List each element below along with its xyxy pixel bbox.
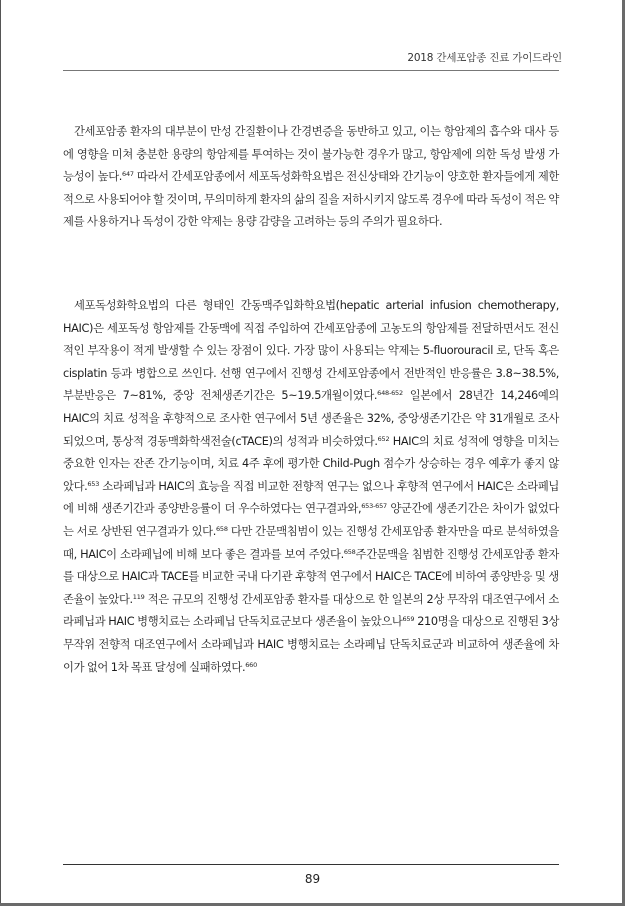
sentence: 다만 간문맥침범이 있는 진행성 간세포암종 환자만을 따로 분석하였을 때, HAIC이 소라페닙에 비해 보다 좋은 결과를 보여 주었다. <box>63 524 559 561</box>
citation-ref: 660 <box>245 660 258 669</box>
sentence: HAIC의 치료 성적에 영향을 미치는 중요한 인자는 잔존 간기능이며, 치료 4주 후에 평가한 Child-Pugh 점수가 상승하는 경우 예후가 좋지 않았다. <box>63 434 559 493</box>
sentence: 간세포암종 환자의 대부분이 만성 간질환이나 간경변증을 동반하고 있고, 이는 항암제의 흡수와 대사 등에 영향을 미쳐 충분한 용량의 항암제를 투여하는 것이 불가능한 경우가 많고, 항암제에 의한 독성 발생 가능성이 높다. <box>63 125 559 184</box>
citation-ref: 658 <box>216 524 228 533</box>
running-header: 2018 간세포암종 진료 가이드라인 <box>407 52 562 64</box>
citation-ref: 659 <box>402 615 415 624</box>
page-number: 89 <box>304 872 321 886</box>
sentence: 주간문맥을 침범한 진행성 간세포암종 환자를 대상으로 HAIC과 TACE를 비교한 국내 다기관 후향적 연구에서 HAIC은 TACE에 비하여 종양반응 및 생존율이 높았다. <box>63 547 559 606</box>
sentence: 210명을 대상으로 진행된 3상 무작위 전향적 대조연구에서 소라페닙과 HAIC 병행치료는 소라페닙 단독치료군과 비교하여 생존율에 차이가 없어 1차 목표 달성에 실패하였다. <box>63 615 560 674</box>
sentence: 따라서 간세포암종에서 세포독성화학요법은 전신상태와 간기능이 양호한 환자들에게 제한적으로 사용되어야 할 것이며, 무의미하게 환자의 삶의 질을 저하시키지 않도록 경우에 따라 독성이 적은 약제를 사용하거나 독성이 강한 약제는 용량 감량을 고려하는 등의 주의가 필요하다. <box>63 170 559 229</box>
footer-divider <box>63 864 559 865</box>
page-border-left <box>0 0 1 906</box>
citation-ref: 658 <box>343 547 356 556</box>
citation-ref: 652 <box>377 434 390 443</box>
citation-ref: 653 <box>87 479 100 488</box>
sentence: 적은 규모의 진행성 간세포암종 환자를 대상으로 한 일본의 2상 무작위 대조연구에서 소라페닙과 HAIC 병행치료는 소라페닙 단독치료군보다 생존율이 높았으나 <box>63 592 560 629</box>
header-divider <box>63 70 559 71</box>
citation-ref: 647 <box>122 170 134 179</box>
citation-ref: 648-652 <box>377 389 403 398</box>
sentence: 소라페닙과 HAIC의 효능을 직접 비교한 전향적 연구는 없으나 후향적 연구에서 HAIC은 소라페닙에 비해 생존기간과 종양반응률이 더 우수하였다는 연구결과와, <box>63 479 559 516</box>
citation-ref: 119 <box>132 592 145 601</box>
citation-ref: 653-657 <box>361 502 387 511</box>
body-text <box>63 121 559 679</box>
paragraph-1 <box>63 121 559 277</box>
sentence: 양군간에 생존기간은 차이가 없었다는 서로 상반된 연구결과가 있다. <box>63 502 559 538</box>
sentence: 세포독성화학요법의 다른 형태인 간동맥주입화학요법(hepatic arterial infusion chemotherapy, HAIC)은 세포독성 항암제를 간동맥에 직접 주입하여 간세포암종에 고농도의 항암제를 전달하면서도 전신적인 부작용이 적게 발생할 수 있는 장점이 있다. 가장 많이 사용되는 약제는 5-fluorouracil 로, 단독 혹은 cisplatin 등과 병합으로 쓰인다. 선행 연구에서 진행성 간세포암종에서 전반적인 반응률은 3.8~38.5%, 부분반응은 7~81%, 중앙 전체생존기간은 5~19.5개월이였다. <box>63 299 559 403</box>
paragraph-2 <box>63 295 559 679</box>
sentence: 일본에서 28년간 14,246예의 HAIC의 치료 성적을 후향적으로 조사한 연구에서 5년 생존율은 32%, 중앙생존기간은 약 31개월로 조사되었으며, 통상적 경동맥화학색전술(cTACE)의 성적과 비슷하였다. <box>63 389 559 448</box>
